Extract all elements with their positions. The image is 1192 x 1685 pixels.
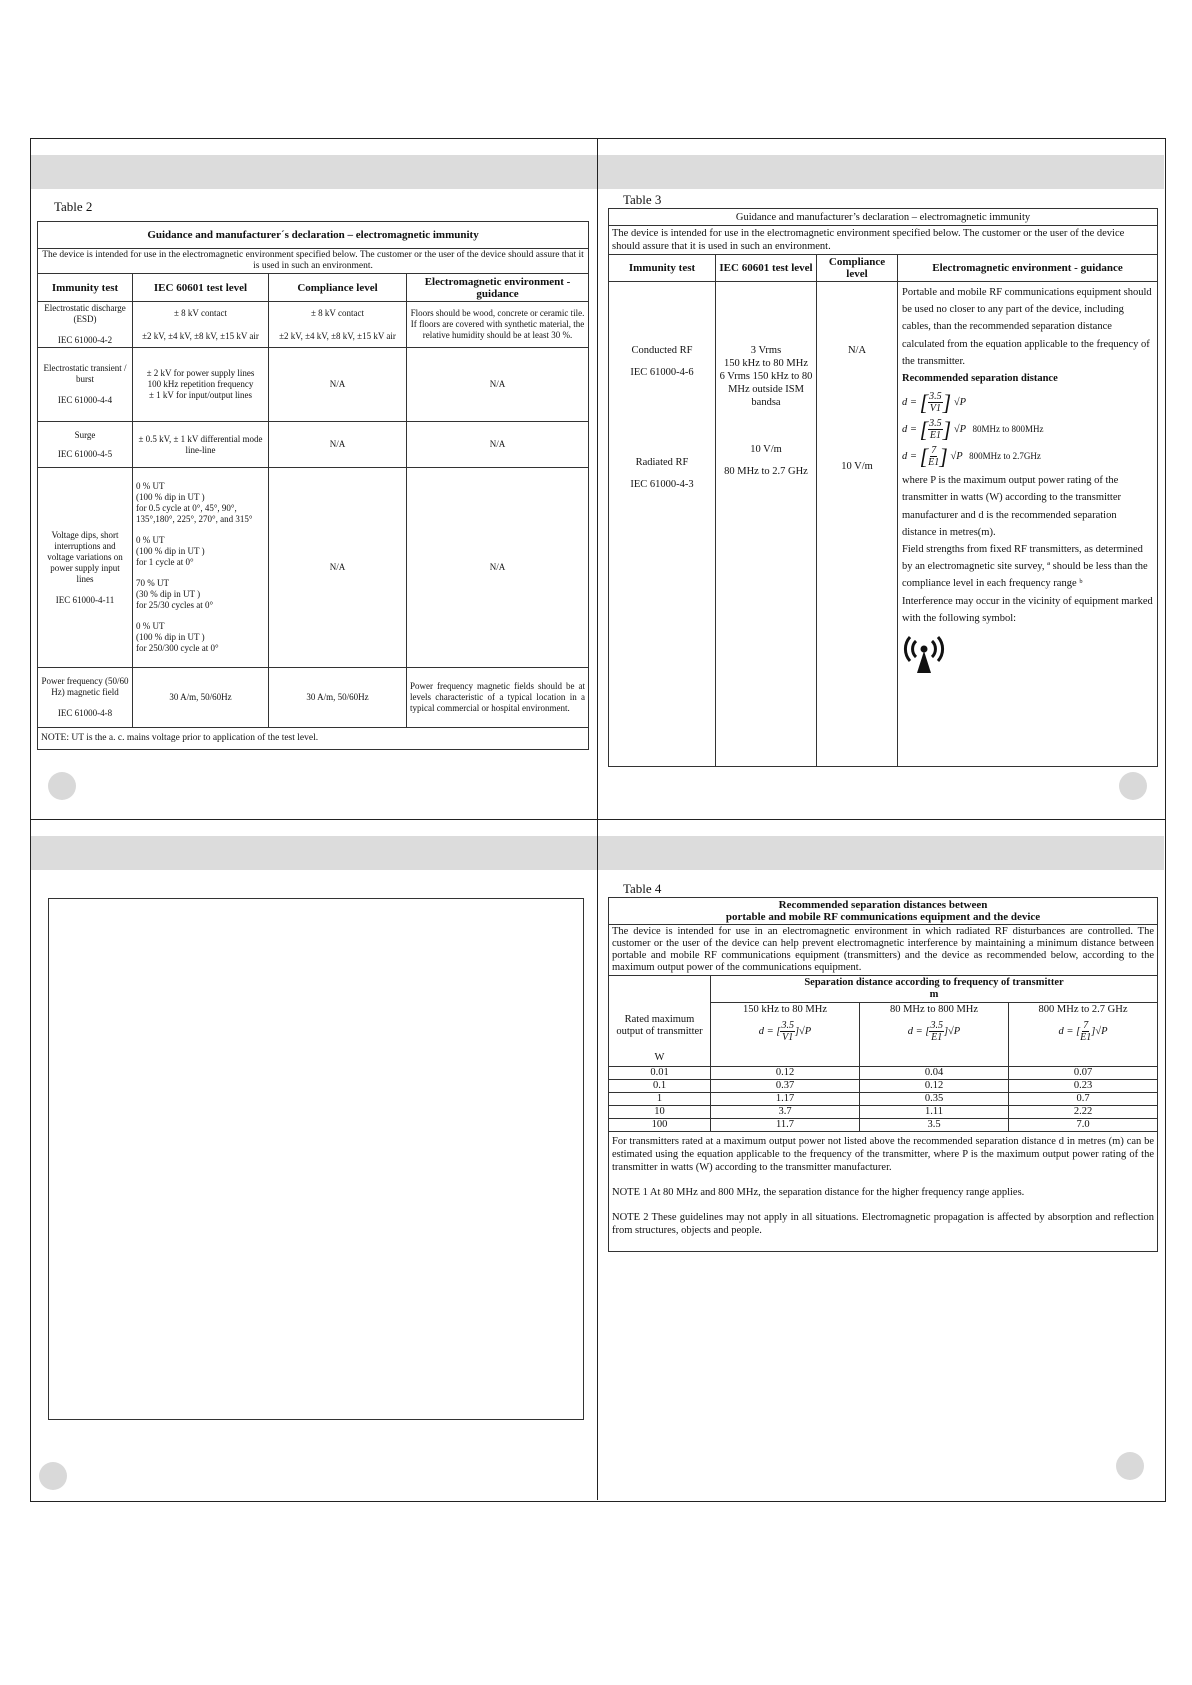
band-header xyxy=(860,1003,1009,1067)
column-header: Compliance level xyxy=(269,274,407,302)
formula-lhs: d = xyxy=(1058,1025,1074,1037)
test-level: 80 MHz to 2.7 GHz xyxy=(724,466,808,477)
band-formula: d = [ $\frac{7}{E1}$ ]√P xyxy=(1058,1020,1108,1043)
fraction xyxy=(929,1020,944,1043)
sqrt-p: √P xyxy=(948,1025,961,1037)
table-cell: 1.17 xyxy=(711,1093,860,1106)
table-cell: 7.0 xyxy=(1009,1119,1158,1132)
table-row xyxy=(609,1119,1158,1132)
table-cell: 10 xyxy=(609,1106,711,1119)
guidance-heading: Recommended separation distance xyxy=(902,373,1058,385)
test-level: (100 % dip in UT ) xyxy=(136,492,205,502)
guidance-text: Field strengths from fixed RF transmitters, as determined by an electromagnetic site survey, ª should be less than the compliance level in each frequency range ᵇ xyxy=(902,544,1148,590)
formula-lhs: d = xyxy=(907,1025,923,1037)
test-standard: IEC 61000-4-8 xyxy=(57,708,113,718)
table-2-title: Guidance and manufacturer´s declaration – electromagnetic immunity xyxy=(38,222,589,249)
table-cell: 1.11 xyxy=(860,1106,1009,1119)
fraction-numerator: 7 xyxy=(931,445,937,457)
compliance-level: ± 8 kV contact xyxy=(310,307,364,318)
test-standard: IEC 61000-4-3 xyxy=(630,479,694,490)
guidance-text: Portable and mobile RF communications equipment should be used no closer to any part of the device, including cables, than the recommended separation distance calculated from the equation applicable to the frequency of the transmitter. xyxy=(902,287,1152,367)
compliance-level: N/A xyxy=(269,422,407,468)
note-1: NOTE 1 At 80 MHz and 800 MHz, the separation distance for the higher frequency range applies. xyxy=(612,1187,1025,1198)
table-row xyxy=(609,282,1158,767)
page-marker xyxy=(48,772,76,800)
table-cell: 0.37 xyxy=(711,1080,860,1093)
test-name: Surge xyxy=(74,429,96,440)
test-level: ± 1 kV for input/output lines xyxy=(148,390,253,400)
table-cell: 0.01 xyxy=(609,1067,711,1080)
test-level: for 1 cycle at 0° xyxy=(136,557,194,567)
guidance-text: N/A xyxy=(407,422,589,468)
table-4-intro: The device is intended for use in an electromagnetic environment in which radiated RF disturbances are controlled. The customer or the user of the device can help prevent electromagnetic interference by maintaining a minimum distance between portable and mobile RF communications equipment (transmitters) and the device as recommended below, according to the maximum output power of the communications equipment. xyxy=(609,925,1158,976)
formula-radiated-low xyxy=(902,418,1153,441)
band-header xyxy=(1009,1003,1158,1067)
fraction xyxy=(928,418,943,441)
test-level: ± 8 kV contact xyxy=(173,307,227,318)
table-4-footer xyxy=(609,1132,1158,1252)
fraction xyxy=(780,1020,795,1043)
separation-header xyxy=(711,976,1158,1003)
test-level: ± 2 kV for power supply lines xyxy=(146,368,255,378)
guidance-text: Interference may occur in the vicinity of equipment marked with the following symbol: xyxy=(902,595,1153,624)
title-line: portable and mobile RF communications equipment and the device xyxy=(725,911,1041,923)
bracket-open: [ xyxy=(919,416,929,442)
test-level: 6 Vrms 150 kHz to 80 MHz outside ISM bandsa xyxy=(719,371,813,408)
table-cell: 2.22 xyxy=(1009,1106,1158,1119)
bracket-open: [ xyxy=(919,443,929,469)
bracket-open: [ xyxy=(919,389,929,415)
table-cell: 0.07 xyxy=(1009,1067,1158,1080)
table-3-label: Table 3 xyxy=(623,192,662,207)
table-cell: 0.1 xyxy=(609,1080,711,1093)
table-4 xyxy=(608,897,1158,1252)
rated-output-label: Rated maximum output of transmitter xyxy=(616,1014,703,1037)
compliance-level: 10 V/m xyxy=(841,461,873,472)
guidance-text: Power frequency magnetic fields should be at levels characteristic of a typical location in a typical commercial or hospital environment. xyxy=(407,668,589,728)
table-cell: 0.35 xyxy=(860,1093,1009,1106)
test-level: 30 A/m, 50/60Hz xyxy=(133,668,269,728)
test-level: (30 % dip in UT ) xyxy=(136,589,201,599)
test-level: for 0.5 cycle at 0°, 45°, 90°, 135°,180°, 225°, 270°, and 315° xyxy=(136,503,253,524)
table-row xyxy=(609,1080,1158,1093)
compliance-level: N/A xyxy=(269,468,407,668)
guidance-text: N/A xyxy=(407,348,589,422)
sqrt-p: √P xyxy=(953,424,966,436)
test-name: Conducted RF xyxy=(631,345,693,356)
fraction-numerator: 7 xyxy=(1083,1020,1089,1031)
test-standard: IEC 61000-4-11 xyxy=(55,594,115,605)
formula-conducted xyxy=(902,391,1153,414)
table-cell: 0.12 xyxy=(711,1067,860,1080)
fraction-numerator: 3.5 xyxy=(929,391,942,403)
page-marker xyxy=(39,1462,67,1490)
table-cell: 100 xyxy=(609,1119,711,1132)
test-level: 150 kHz to 80 MHz xyxy=(724,358,808,369)
rated-output-header xyxy=(609,976,711,1067)
table-cell: 0.12 xyxy=(860,1080,1009,1093)
column-header: IEC 60601 test level xyxy=(716,255,817,282)
fraction-denominator: V1 xyxy=(929,403,941,415)
table-cell: 1 xyxy=(609,1093,711,1106)
fraction xyxy=(928,445,939,468)
fraction-denominator: E1 xyxy=(931,1032,943,1043)
table-row xyxy=(38,668,589,728)
sqrt-p: √P xyxy=(950,451,963,463)
bracket-close: ] xyxy=(942,416,952,442)
column-header: Immunity test xyxy=(38,274,133,302)
test-name: Voltage dips, short interruptions and voltage variations on power supply input lines xyxy=(47,529,123,584)
table-row xyxy=(38,468,589,668)
formula-lhs: d = xyxy=(758,1025,774,1037)
test-level: for 250/300 cycle at 0° xyxy=(136,643,219,653)
guidance-text: Floors should be wood, concrete or ceramic tile. If floors are covered with synthetic material, the relative humidity should be at least 30 %. xyxy=(407,302,589,348)
fraction-denominator: E1 xyxy=(1080,1032,1092,1043)
test-level: 70 % UT xyxy=(136,578,169,588)
test-level: 3 Vrms xyxy=(750,345,782,356)
column-header: Electromagnetic environment - guidance xyxy=(407,274,589,302)
sqrt-p: √P xyxy=(799,1025,812,1037)
fraction-denominator: E1 xyxy=(928,457,940,469)
header-band-top-left xyxy=(31,155,597,189)
guidance-cell xyxy=(898,282,1158,767)
test-level: line-line xyxy=(185,444,216,455)
test-standard: IEC 61000-4-5 xyxy=(57,448,113,459)
table-2 xyxy=(37,221,589,750)
test-standard: IEC 61000-4-6 xyxy=(630,367,694,378)
compliance-level: ±2 kV, ±4 kV, ±8 kV, ±15 kV air xyxy=(279,330,396,341)
fraction xyxy=(928,391,943,414)
band-formula: d = [ $\frac{3.5}{E1}$ ]√P xyxy=(907,1020,961,1043)
table-row xyxy=(609,1106,1158,1119)
test-name: Radiated RF xyxy=(635,457,689,468)
page-marker xyxy=(1116,1452,1144,1480)
test-standard: IEC 61000-4-4 xyxy=(57,395,113,405)
table-row xyxy=(38,422,589,468)
guidance-text: where P is the maximum output power rating of the transmitter in watts (W) according to the transmitter manufacturer and d is the recommended separation distance in metres(m). xyxy=(902,475,1121,538)
formula-radiated-high xyxy=(902,445,1153,468)
column-header: Compliance level xyxy=(817,255,898,282)
table-cell: 0.23 xyxy=(1009,1080,1158,1093)
table-cell: 0.7 xyxy=(1009,1093,1158,1106)
table-cell: 3.7 xyxy=(711,1106,860,1119)
rated-output-unit: W xyxy=(654,1052,665,1063)
fraction xyxy=(1080,1020,1091,1043)
test-name: Electrostatic transient / burst xyxy=(43,363,127,384)
band-header xyxy=(711,1003,860,1067)
horizontal-divider xyxy=(30,819,1165,820)
separation-label: Separation distance according to frequency of transmitter xyxy=(804,977,1064,988)
bracket-close: ] xyxy=(942,389,952,415)
table-2-note: NOTE: UT is the a. c. mains voltage prior to application of the test level. xyxy=(38,728,589,750)
fraction-numerator: 3.5 xyxy=(781,1020,794,1031)
compliance-level: N/A xyxy=(269,348,407,422)
table-3 xyxy=(608,208,1158,767)
header-band-bottom-left xyxy=(31,836,597,870)
table-cell: 3.5 xyxy=(860,1119,1009,1132)
test-level: ± 0.5 kV, ± 1 kV differential mode xyxy=(138,433,263,444)
blank-panel xyxy=(48,898,584,1420)
table-cell: 11.7 xyxy=(711,1119,860,1132)
test-name: Power frequency (50/60 Hz) magnetic field xyxy=(41,676,129,697)
fraction-denominator: E1 xyxy=(929,430,941,442)
band-range: 80 MHz to 800 MHz xyxy=(889,1004,979,1015)
test-name: Electrostatic discharge (ESD) xyxy=(44,303,126,324)
sqrt-p: √P xyxy=(953,397,967,409)
header-band-top-right xyxy=(598,155,1164,189)
test-standard: IEC 61000-4-2 xyxy=(57,335,113,345)
title-line: Recommended separation distances between xyxy=(778,899,988,911)
band-range: 800 MHz to 2.7 GHz xyxy=(1038,1004,1128,1015)
table-row xyxy=(609,1093,1158,1106)
table-2-intro: The device is intended for use in the electromagnetic environment specified below. The customer or the user of the device should assure that it is used in such an environment. xyxy=(38,249,589,274)
bracket-close: ] xyxy=(939,443,948,469)
frequency-range: 800MHz to 2.7GHz xyxy=(969,451,1041,462)
column-header: Immunity test xyxy=(609,255,716,282)
fraction-denominator: V1 xyxy=(782,1032,794,1043)
table-2-label: Table 2 xyxy=(54,199,93,214)
page-marker xyxy=(1119,772,1147,800)
table-row xyxy=(38,348,589,422)
band-range: 150 kHz to 80 MHz xyxy=(743,1004,827,1015)
table-row xyxy=(609,1067,1158,1080)
test-level: 10 V/m xyxy=(750,444,782,455)
table-4-title xyxy=(609,898,1158,925)
band-formula: d = [ $\frac{3.5}{V1}$ ]√P xyxy=(758,1020,812,1043)
table-3-title: Guidance and manufacturer’s declaration – electromagnetic immunity xyxy=(609,209,1158,226)
footer-text: For transmitters rated at a maximum output power not listed above the recommended separation distance d in metres (m) can be estimated using the equation applicable to the frequency of the transmitter, where P is the maximum output power rating of the transmitter in watts (W) according to the transmitter manufacturer. xyxy=(612,1136,1155,1173)
test-level: 0 % UT xyxy=(136,481,165,491)
table-3-intro: The device is intended for use in the electromagnetic environment specified below. The customer or the user of the device should assure that it is used in such an environment. xyxy=(609,226,1158,255)
note-2: NOTE 2 These guidelines may not apply in all situations. Electromagnetic propagation is affected by absorption and reflection from structures, objects and people. xyxy=(612,1212,1155,1236)
table-4-label: Table 4 xyxy=(623,881,662,896)
fraction-numerator: 3.5 xyxy=(929,418,942,430)
column-header: IEC 60601 test level xyxy=(133,274,269,302)
non-ionizing-radiation-icon xyxy=(902,631,946,673)
frequency-range: 80MHz to 800MHz xyxy=(972,424,1044,435)
sqrt-p: √P xyxy=(1095,1025,1108,1037)
fraction-numerator: 3.5 xyxy=(930,1020,943,1031)
table-cell: 0.04 xyxy=(860,1067,1009,1080)
separation-unit: m xyxy=(929,989,939,1000)
test-level: 100 kHz repetition frequency xyxy=(147,379,254,389)
formula-lhs: d = xyxy=(902,397,917,409)
table-row xyxy=(38,302,589,348)
formula-lhs: d = xyxy=(902,424,917,436)
test-level: (100 % dip in UT ) xyxy=(136,632,205,642)
test-level: for 25/30 cycles at 0° xyxy=(136,600,214,610)
compliance-level: 30 A/m, 50/60Hz xyxy=(269,668,407,728)
formula-lhs: d = xyxy=(902,451,917,463)
header-band-bottom-right xyxy=(598,836,1164,870)
test-level: ±2 kV, ±4 kV, ±8 kV, ±15 kV air xyxy=(142,330,259,341)
test-level: 0 % UT xyxy=(136,535,165,545)
compliance-level: N/A xyxy=(847,345,867,356)
guidance-text: N/A xyxy=(407,468,589,668)
test-level: 0 % UT xyxy=(136,621,165,631)
column-header: Electromagnetic environment - guidance xyxy=(898,255,1158,282)
test-level: (100 % dip in UT ) xyxy=(136,546,205,556)
